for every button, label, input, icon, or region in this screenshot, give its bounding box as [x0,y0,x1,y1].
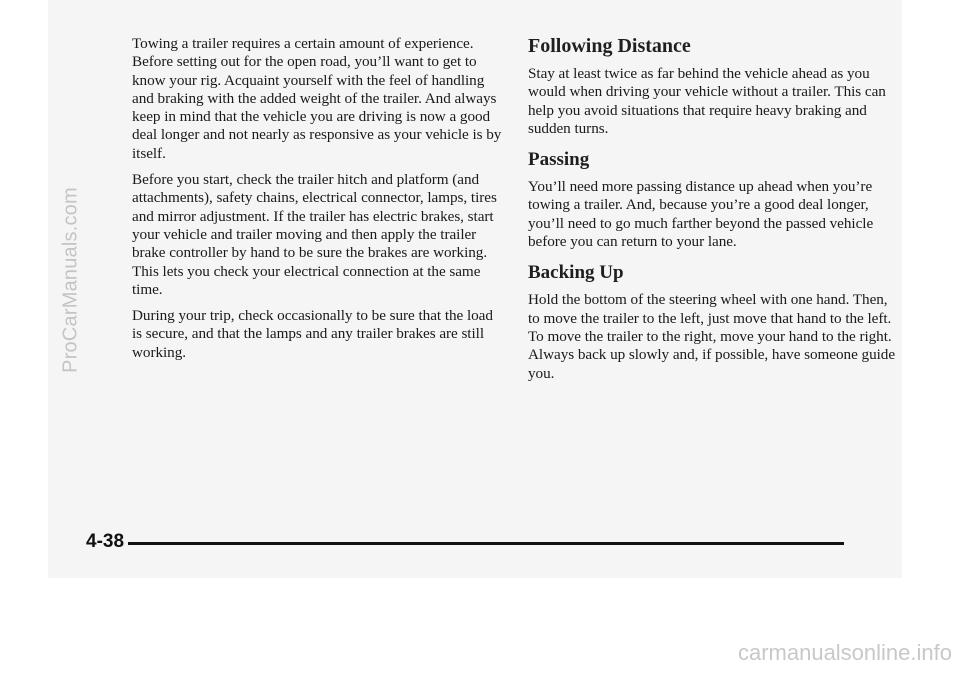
paragraph-towing-experience: Towing a trailer requires a certain amount of experience. Before setting out for the open road, you’ll want to get to know your rig. Acquaint yourself with the feel of handling and braking with the added weight of the trailer. And always keep in mind that the vehicle you are driving is now a good deal longer and not nearly as responsive as your vehicle is by itself. [132,35,502,162]
page-number: 4-38 [86,531,125,552]
site-watermark: carmanualsonline.info [737,640,952,665]
manual-page [48,0,902,578]
paragraph-during-trip: During your trip, check occasionally to be sure that the load is secure, and that the lamps and any trailer brakes are still working. [132,307,493,361]
heading-following-distance: Following Distance [528,35,691,57]
body-backing-up: Hold the bottom of the steering wheel with one hand. Then, to move the trailer to the left, just move that hand to the left. To move the trailer to the right, move your hand to the right. Always back up slowly and, if possible, have someone guide you. [528,291,896,382]
footer-rule [128,542,844,545]
side-watermark [56,180,86,380]
side-watermark-text: ProCarManuals.com [59,187,82,373]
heading-passing: Passing [528,149,590,171]
paragraph-before-you-start: Before you start, check the trailer hitch and platform (and attachments), safety chains, electrical connector, lamps, tires and mirror adjustment. If the trailer has electric brakes, start your vehicle and trailer moving and then apply the trailer brake controller by hand to be sure the brakes are working. This lets you check your electrical connection at the same time. [132,171,497,298]
page-footer [86,531,124,553]
body-passing: You’ll need more passing distance up ahead when you’re towing a trailer. And, because you’re a good deal longer, you’ll need to go much farther beyond the passed vehicle before you can return to your lane. [528,178,874,251]
left-column [132,35,504,370]
heading-backing-up: Backing Up [528,262,624,284]
right-column [528,33,900,391]
body-following-distance: Stay at least twice as far behind the vehicle ahead as you would when driving your vehicle without a trailer. This can help you avoid situations that require heavy braking and sudden turns. [528,65,886,137]
